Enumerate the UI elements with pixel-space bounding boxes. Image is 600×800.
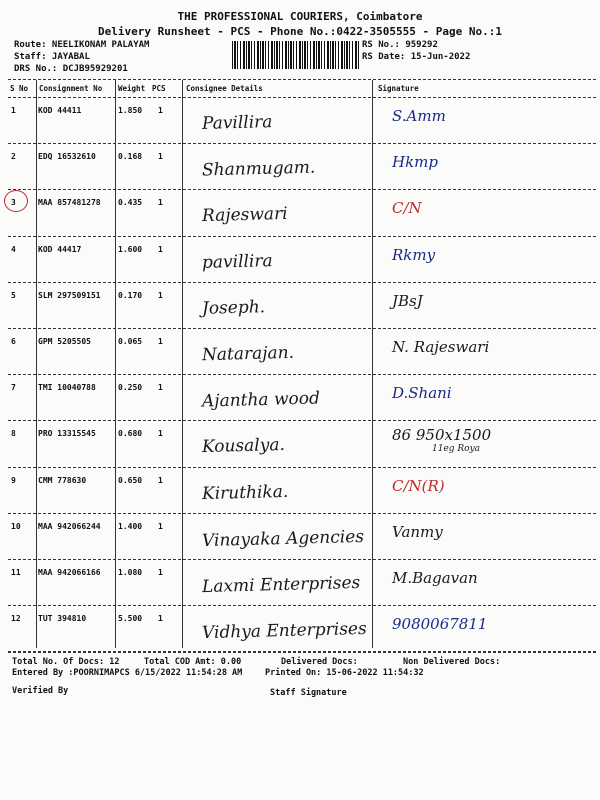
row-weight: 0.680 (118, 429, 143, 439)
table-row (0, 282, 600, 328)
row-sno: 11 (11, 568, 21, 577)
row-consignee: Natarajan. (201, 342, 295, 366)
col-header-weight: Weight (118, 84, 146, 93)
row-signature: D.Shani (392, 384, 452, 403)
col-header-pcs: PCS (152, 84, 166, 93)
row-sno: 5 (11, 290, 16, 300)
runsheet-subtitle: Delivery Runsheet - PCS - Phone No.:0422-3505555 - Page No.:1 (98, 25, 502, 38)
row-consignment-no: MAA 942066166 (38, 568, 101, 577)
row-weight: 1.400 (118, 521, 143, 531)
table-row (0, 189, 600, 235)
table-row (0, 420, 600, 466)
row-pcs: 1 (158, 383, 163, 393)
row-weight: 1.080 (118, 568, 143, 577)
row-consignment-no: TMI 10040788 (38, 383, 96, 393)
row-consignee: Shanmugam. (201, 157, 316, 181)
row-signature: 86 950x1500 (392, 426, 492, 445)
printed-on: Printed On: 15-06-2022 11:54:32 (265, 668, 424, 678)
row-consignment-no: MAA 942066244 (38, 521, 101, 531)
delivered-docs: Delivered Docs: (281, 657, 358, 667)
row-pcs: 1 (158, 429, 163, 439)
table-top-rule (8, 79, 596, 80)
row-pcs: 1 (158, 244, 163, 254)
table-row (0, 605, 600, 651)
row-consignment-no: PRO 13315545 (38, 429, 96, 439)
row-pcs: 1 (158, 290, 163, 300)
row-consignee: Kiruthika. (201, 481, 289, 504)
row-sno: 6 (11, 337, 16, 346)
col-header-signature: Signature (378, 84, 419, 93)
col-header-sno: S No (10, 84, 29, 93)
row-consignee: pavillira (201, 250, 273, 273)
table-row (0, 467, 600, 513)
sno-circle-mark (4, 190, 28, 212)
row-weight: 0.170 (118, 290, 143, 300)
row-consignee: Laxmi Enterprises (201, 572, 361, 598)
footer-rule (8, 652, 596, 653)
row-pcs: 1 (158, 521, 163, 531)
col-header-consignee: Consignee Details (186, 84, 263, 93)
row-signature-note: 11eg Roya (432, 444, 481, 455)
row-weight: 1.850 (118, 106, 143, 115)
row-sno: 10 (11, 521, 21, 531)
row-weight: 0.168 (118, 152, 143, 162)
rs-date: RS Date: 15-Jun-2022 (362, 52, 471, 62)
row-signature: Hkmp (392, 153, 438, 172)
total-cod: Total COD Amt: 0.00 (144, 657, 242, 667)
row-consignee: Rajeswari (201, 204, 288, 227)
row-sno: 2 (11, 152, 16, 162)
col-header-consignment: Consignment No (39, 84, 103, 93)
row-pcs: 1 (158, 152, 163, 162)
row-consignment-no: CMM 778630 (38, 475, 87, 485)
row-signature: C/N (392, 199, 422, 218)
row-sno: 9 (11, 475, 16, 485)
row-sno: 12 (11, 614, 21, 624)
table-row (0, 143, 600, 189)
staff-signature: Staff Signature (270, 688, 347, 698)
row-sno: 1 (11, 106, 16, 115)
row-pcs: 1 (158, 568, 163, 577)
row-signature: 9080067811 (392, 615, 488, 634)
route: Route: NEELIKONAM PALAYAM (14, 40, 150, 50)
row-consignee: Kousalya. (201, 435, 286, 458)
total-docs: Total No. Of Docs: 12 (12, 657, 120, 667)
row-consignment-no: KOD 44417 (38, 244, 82, 254)
row-pcs: 1 (158, 614, 163, 624)
row-consignee: Joseph. (201, 296, 266, 319)
row-signature: M.Bagavan (392, 569, 478, 587)
barcode (232, 41, 360, 69)
table-row (0, 328, 600, 374)
rs-number: RS No.: 959292 (362, 40, 438, 50)
row-consignee: Pavillira (201, 112, 273, 134)
row-weight: 0.065 (118, 337, 143, 346)
entered-by: Entered By :POORNIMAPCS 6/15/2022 11:54:28 AM (12, 668, 243, 678)
row-pcs: 1 (158, 198, 163, 208)
row-sno: 8 (11, 429, 16, 439)
row-signature: Rkmy (392, 245, 436, 264)
row-sno: 3 (11, 198, 16, 208)
row-signature: JBsJ (392, 291, 423, 310)
staff: Staff: JAYABAL (14, 52, 90, 62)
row-consignment-no: MAA 857481278 (38, 198, 101, 208)
table-row (0, 513, 600, 559)
row-pcs: 1 (158, 337, 163, 346)
verified-by: Verified By (12, 686, 69, 696)
drs-number: DRS No.: DCJB95929201 (14, 64, 128, 74)
row-consignment-no: SLM 297509151 (38, 290, 101, 300)
row-weight: 0.650 (118, 475, 143, 485)
row-consignment-no: GPM 5205505 (38, 337, 91, 346)
row-consignment-no: EDQ 16532610 (38, 152, 96, 162)
company-title: THE PROFESSIONAL COURIERS, Coimbatore (177, 10, 423, 23)
row-consignee: Vinayaka Agencies (201, 526, 365, 551)
row-sno: 4 (11, 244, 16, 254)
row-consignee: Vidhya Enterprises (201, 619, 367, 644)
row-signature: S.Amm (392, 107, 446, 125)
row-signature: N. Rajeswari (392, 338, 490, 356)
table-row (0, 374, 600, 420)
row-weight: 5.500 (118, 614, 143, 624)
row-signature: C/N(R) (392, 476, 445, 495)
row-pcs: 1 (158, 106, 163, 115)
row-weight: 0.435 (118, 198, 143, 208)
row-consignment-no: KOD 44411 (38, 106, 82, 115)
table-row (0, 97, 600, 143)
row-sno: 7 (11, 383, 16, 393)
row-weight: 0.250 (118, 383, 143, 393)
table-row (0, 236, 600, 282)
table-row (0, 559, 600, 605)
row-weight: 1.600 (118, 244, 143, 254)
non-delivered-docs: Non Delivered Docs: (403, 657, 501, 667)
row-signature: Vanmy (392, 522, 443, 541)
row-pcs: 1 (158, 475, 163, 485)
row-consignee: Ajantha wood (201, 388, 321, 412)
row-consignment-no: TUT 394810 (38, 614, 87, 624)
